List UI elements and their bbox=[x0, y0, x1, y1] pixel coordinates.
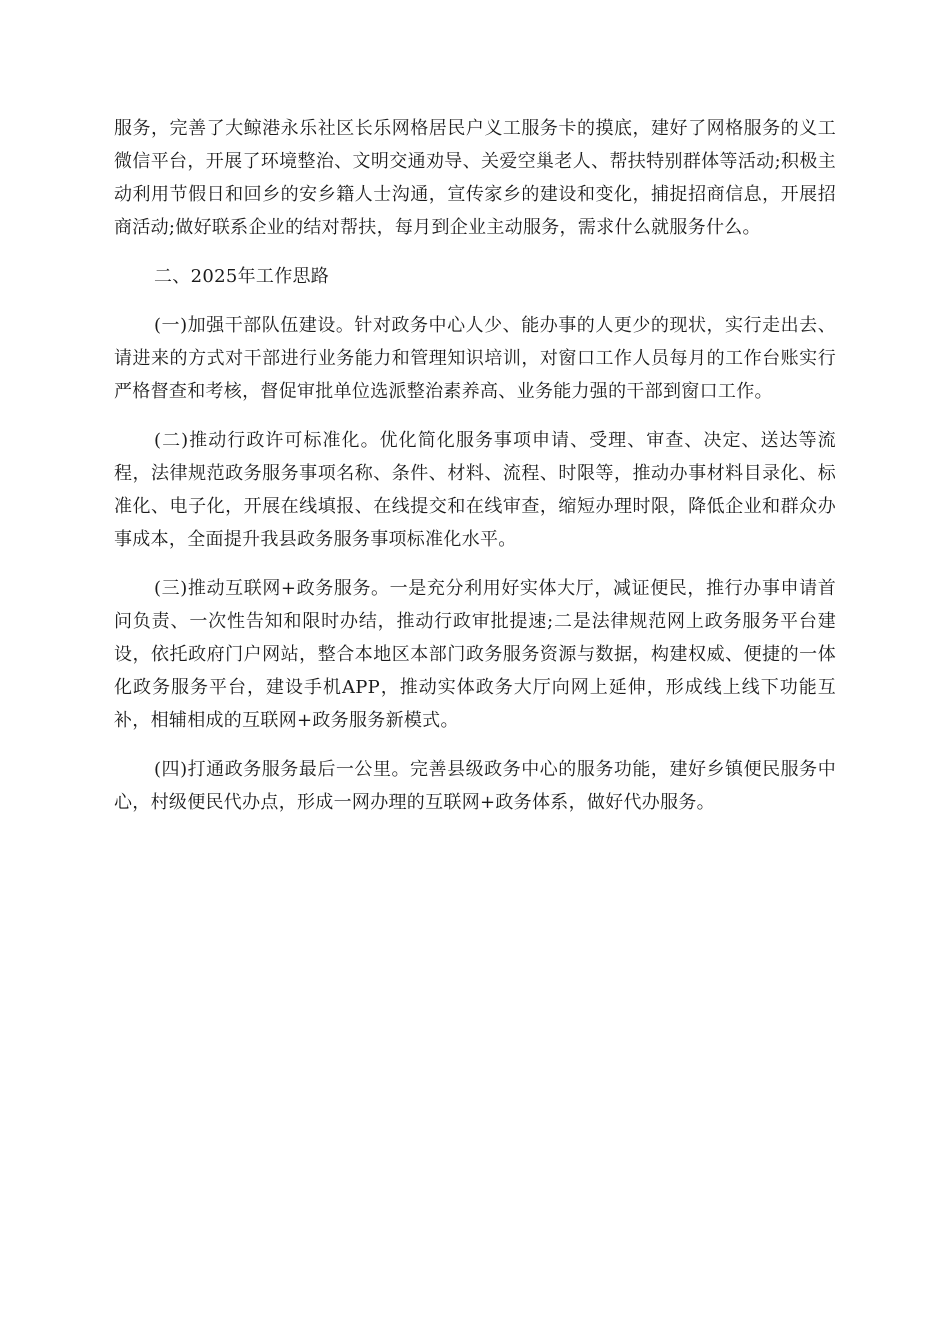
paragraph-continued-services: 服务，完善了大鲸港永乐社区长乐网格居民户义工服务卡的摸底，建好了网格服务的义工微信平台，开展了环境整治、文明交通劝导、关爱空巢老人、帮扶特别群体等活动;积极主动利用节假日和回乡的安乡籍人士沟通，宣传家乡的建设和变化，捕捉招商信息，开展招商活动;做好联系企业的结对帮扶，每月到企业主动服务，需求什么就服务什么。 bbox=[114, 118, 836, 238]
paragraph-item-2-standardization: (二)推动行政许可标准化。优化简化服务事项申请、受理、审查、决定、送达等流程，法律规范政务服务事项名称、条件、材料、流程、时限等，推动办事材料目录化、标准化、电子化，开展在线填报、在线提交和在线审查，缩短办理时限，降低企业和群众办事成本，全面提升我县政务服务事项标准化水平。 bbox=[114, 430, 836, 550]
paragraph-item-1-cadre-team: (一)加强干部队伍建设。针对政务中心人少、能办事的人更少的现状，实行走出去、请进来的方式对干部进行业务能力和管理知识培训，对窗口工作人员每月的工作台账实行严格督查和考核，督促审批单位选派整治素养高、业务能力强的干部到窗口工作。 bbox=[114, 315, 836, 402]
paragraph-item-4-last-mile: (四)打通政务服务最后一公里。完善县级政务中心的服务功能，建好乡镇便民服务中心，村级便民代办点，形成一网办理的互联网+政务体系，做好代办服务。 bbox=[114, 759, 836, 813]
section-heading-2025-plan: 二、2025年工作思路 bbox=[154, 266, 330, 287]
paragraph-item-3-internet-gov-services: (三)推动互联网+政务服务。一是充分利用好实体大厅，减证便民，推行办事申请首问负责、一次性告知和限时办结，推动行政审批提速;二是法律规范网上政务服务平台建设，依托政府门户网站，整合本地区本部门政务服务资源与数据，构建权威、便捷的一体化政务服务平台，建设手机APP，推动实体政务大厅向网上延伸，形成线上线下功能互补，相辅相成的互联网+政务服务新模式。 bbox=[114, 578, 836, 731]
document-body bbox=[114, 112, 836, 835]
